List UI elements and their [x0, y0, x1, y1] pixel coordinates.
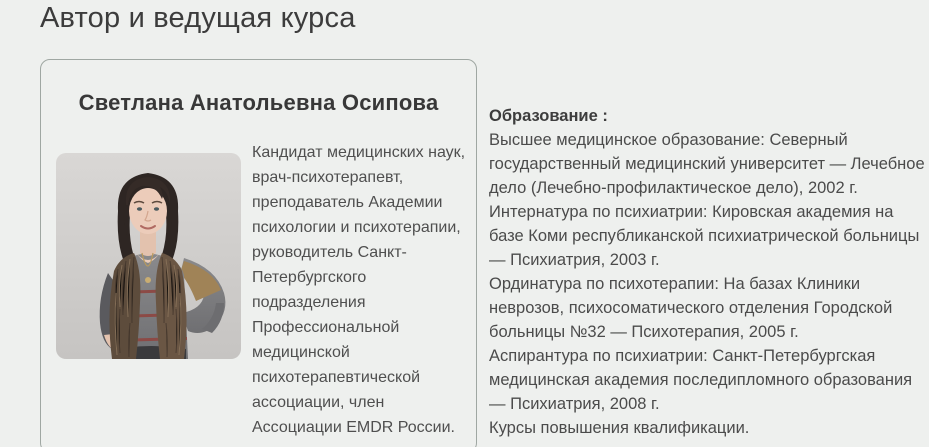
education-item: Курсы повышения квалификации.	[489, 419, 750, 437]
author-card	[40, 59, 477, 447]
content-row	[40, 59, 929, 447]
education-item: Интернатура по психиатрии: Кировская академия на базе Коми республиканской психиатрической больницы — Психиатрия, 2003 г.	[489, 203, 920, 269]
author-portrait-photo	[56, 153, 241, 359]
author-bio: Кандидат медицинских наук, врач-психотерапевт, преподаватель Академии психологии и психотерапии, руководитель Санкт-Петербургского подразделения Профессиональной медицинской психотерапевтической ассоциации, член Ассоциации EMDR России.	[252, 144, 466, 436]
education-item: Ординатура по психотерапии: На базах Клиники неврозов, психосоматического отделения Городской больницы №32 — Психотерапия, 2005 г.	[489, 275, 893, 341]
page-title: Автор и ведущая курса	[40, 2, 356, 34]
author-name: Светлана Анатольевна Осипова	[78, 90, 439, 115]
author-card-body	[41, 144, 476, 440]
education-heading: Образование :	[489, 107, 608, 125]
education-item: Аспирантура по психиатрии: Санкт-Петербургская медицинская академия последипломного образования — Психиатрия, 2008 г.	[489, 347, 913, 413]
education-item: Высшее медицинское образование: Северный государственный медицинский университет — Лечебное дело (Лечебно-профилактическое дело), 2002 г.	[489, 131, 925, 197]
education-section	[489, 59, 929, 440]
